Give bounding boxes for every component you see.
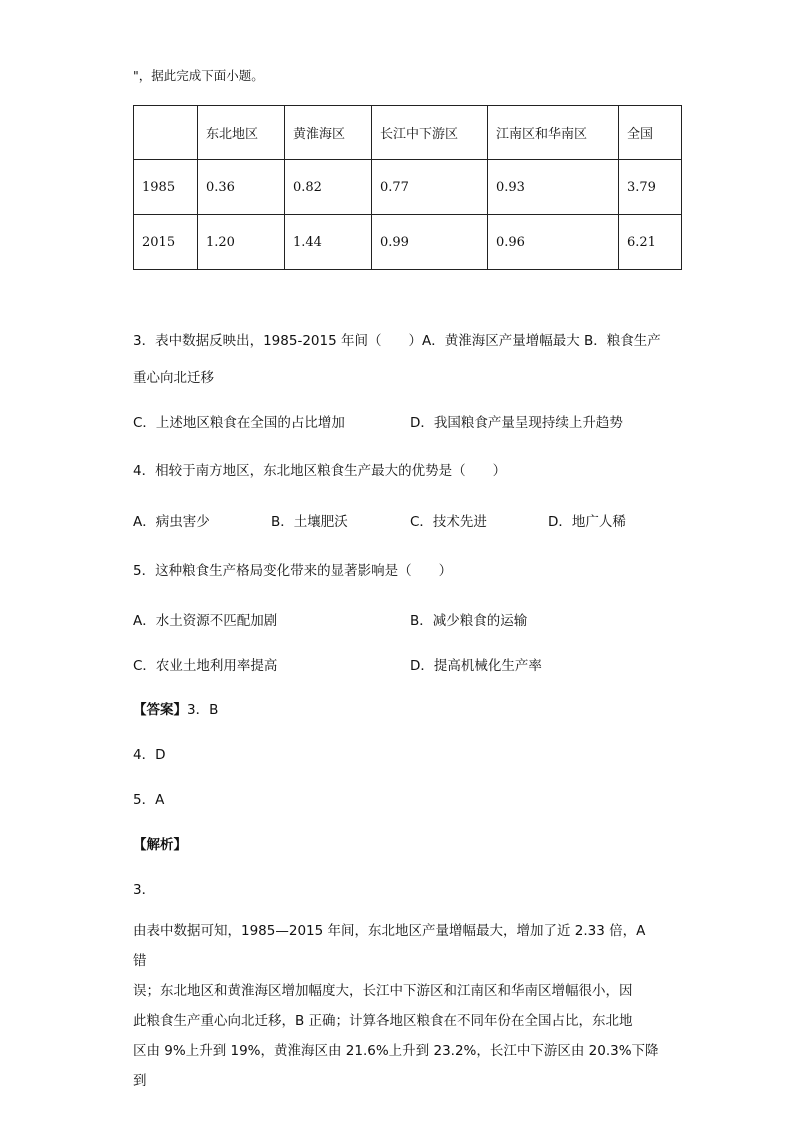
analysis-line: 误；东北地区和黄淮海区增加幅度大，长江中下游区和江南区和华南区增幅很小，因 <box>133 983 633 999</box>
question-4-option-d: D．地广人稀 <box>548 514 626 530</box>
question-4-option-b: B．土壤肥沃 <box>271 514 348 530</box>
table-header-cell <box>134 106 198 160</box>
table-header-cell: 全国 <box>619 106 682 160</box>
table-cell: 0.77 <box>372 160 488 215</box>
table-header-cell: 东北地区 <box>198 106 285 160</box>
table-header-cell: 黄淮海区 <box>285 106 372 160</box>
table-cell: 0.82 <box>285 160 372 215</box>
table-header-cell: 江南区和华南区 <box>488 106 619 160</box>
table-cell: 3.79 <box>619 160 682 215</box>
table-row <box>134 160 682 215</box>
question-5-option-c: C．农业土地利用率提高 <box>133 658 278 674</box>
table-cell: 1.20 <box>198 215 285 270</box>
question-3-stem-continued: 重心向北迁移 <box>133 370 214 386</box>
table-header-cell: 长江中下游区 <box>372 106 488 160</box>
table-cell: 6.21 <box>619 215 682 270</box>
answer-heading: 【答案】 <box>133 702 187 718</box>
table-cell: 1985 <box>134 160 198 215</box>
question-4-option-a: A．病虫害少 <box>133 514 210 530</box>
table-cell: 0.93 <box>488 160 619 215</box>
question-4-option-c: C．技术先进 <box>410 514 487 530</box>
question-4-stem: 4．相较于南方地区，东北地区粮食生产最大的优势是（ ） <box>133 463 507 479</box>
analysis-line: 由表中数据可知，1985—2015 年间，东北地区产量增幅最大，增加了近 2.33 倍，A 错 <box>133 923 646 969</box>
grain-production-table <box>133 105 682 270</box>
table-cell: 1.44 <box>285 215 372 270</box>
table-header-row <box>134 106 682 160</box>
analysis-number: 3． <box>133 882 156 898</box>
analysis-line: 此粮食生产重心向北迁移，B 正确；计算各地区粮食在不同年份在全国占比，东北地 <box>133 1013 633 1029</box>
question-5-option-b: B．减少粮食的运输 <box>410 613 528 629</box>
answer-line-4: 4．D <box>133 747 166 763</box>
question-3-option-c: C．上述地区粮食在全国的占比增加 <box>133 415 345 431</box>
answer-line-5: 5．A <box>133 792 165 808</box>
question-5-stem: 5．这种粮食生产格局变化带来的显著影响是（ ） <box>133 563 453 579</box>
table-cell: 2015 <box>134 215 198 270</box>
analysis-line: 区由 9%上升到 19%，黄淮海区由 21.6%上升到 23.2%，长江中下游区由 20.3%下降到 <box>133 1043 659 1089</box>
answer-value: 3．B <box>187 702 219 718</box>
question-5-option-d: D．提高机械化生产率 <box>410 658 542 674</box>
intro-text: "，据此完成下面小题。 <box>133 68 264 83</box>
table-row <box>134 215 682 270</box>
table-cell: 0.99 <box>372 215 488 270</box>
analysis-heading: 【解析】 <box>133 837 187 853</box>
question-5-option-a: A．水土资源不匹配加剧 <box>133 613 278 629</box>
question-3-option-d: D．我国粮食产量呈现持续上升趋势 <box>410 415 623 431</box>
answer-line-3 <box>133 698 218 718</box>
table-cell: 0.36 <box>198 160 285 215</box>
analysis-paragraph <box>133 916 663 1096</box>
table-cell: 0.96 <box>488 215 619 270</box>
question-3-stem: 3．表中数据反映出，1985-2015 年间（ ）A．黄淮海区产量增幅最大 B．粮食生产 <box>133 333 661 349</box>
